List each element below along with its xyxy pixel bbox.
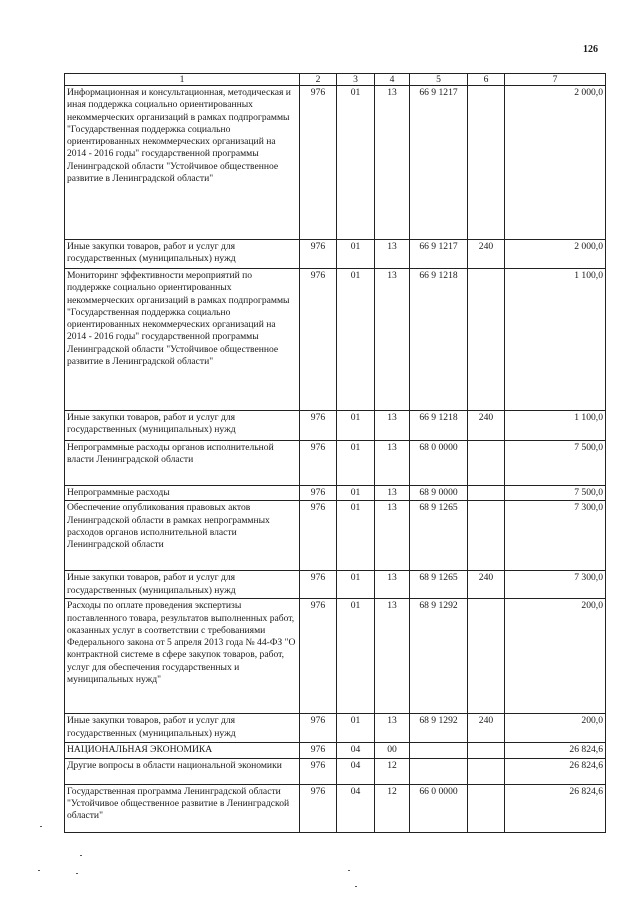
row-expense-type (468, 441, 505, 486)
table-row (65, 269, 606, 411)
row-subsection: 13 (375, 599, 410, 714)
table-row (65, 714, 606, 743)
row-section: 04 (337, 784, 375, 832)
row-name: Иные закупки товаров, работ и услуг для государственных (муниципальных) нужд (65, 714, 300, 743)
header-col-2: 2 (300, 74, 337, 86)
scan-speck (40, 826, 42, 827)
row-target-article (410, 758, 468, 784)
row-subsection: 13 (375, 501, 410, 571)
row-admin-code: 976 (300, 441, 337, 486)
table-row (65, 758, 606, 784)
scan-speck (80, 855, 82, 856)
row-admin-code: 976 (300, 501, 337, 571)
table-row (65, 240, 606, 269)
row-name: НАЦИОНАЛЬНАЯ ЭКОНОМИКА (65, 743, 300, 758)
row-expense-type (468, 486, 505, 501)
row-admin-code: 976 (300, 86, 337, 240)
header-col-7: 7 (505, 74, 606, 86)
scan-speck (348, 870, 350, 871)
row-admin-code: 976 (300, 571, 337, 599)
row-expense-type (468, 501, 505, 571)
row-target-article: 68 9 0000 (410, 486, 468, 501)
table-row (65, 86, 606, 240)
table-row (65, 411, 606, 441)
row-name: Иные закупки товаров, работ и услуг для государственных (муниципальных) нужд (65, 571, 300, 599)
row-target-article (410, 743, 468, 758)
row-target-article: 66 9 1218 (410, 269, 468, 411)
row-amount: 200,0 (505, 599, 606, 714)
table-row (65, 501, 606, 571)
row-admin-code: 976 (300, 714, 337, 743)
row-target-article: 66 9 1217 (410, 86, 468, 240)
row-name: Иные закупки товаров, работ и услуг для государственных (муниципальных) нужд (65, 240, 300, 269)
row-expense-type: 240 (468, 411, 505, 441)
table-row (65, 784, 606, 832)
header-col-6: 6 (468, 74, 505, 86)
row-name: Государственная программа Ленинградской области "Устойчивое общественное развитие в Ленинградской области" (65, 784, 300, 832)
row-amount: 2 000,0 (505, 240, 606, 269)
row-admin-code: 976 (300, 784, 337, 832)
row-name: Информационная и консультационная, методическая и иная поддержка социально ориентированных некоммерческих организаций в рамках подпрограммы "Государственная поддержка социально ориентированных некоммерческих организаций на 2014 - 2016 годы" государственной программы Ленинградской области "Устойчивое общественное развитие в Ленинградской области" (65, 86, 300, 240)
table-row (65, 743, 606, 758)
row-section: 04 (337, 743, 375, 758)
row-subsection: 13 (375, 714, 410, 743)
row-name: Непрограммные расходы органов исполнительной власти Ленинградской области (65, 441, 300, 486)
row-expense-type (468, 269, 505, 411)
header-row (65, 74, 606, 86)
row-subsection: 00 (375, 743, 410, 758)
row-name: Мониторинг эффективности мероприятий по поддержке социально ориентированных некоммерческих организаций в рамках подпрограммы "Государственная поддержка социально ориентированных некоммерческих организаций на 2014 - 2016 годы" государственной программы Ленинградской области "Устойчивое общественное развитие в Ленинградской области" (65, 269, 300, 411)
row-admin-code: 976 (300, 240, 337, 269)
row-amount: 26 824,6 (505, 784, 606, 832)
row-amount: 200,0 (505, 714, 606, 743)
row-subsection: 13 (375, 411, 410, 441)
row-amount: 26 824,6 (505, 758, 606, 784)
row-amount: 7 300,0 (505, 501, 606, 571)
row-target-article: 66 9 1218 (410, 411, 468, 441)
row-expense-type (468, 743, 505, 758)
row-section: 01 (337, 714, 375, 743)
page-number: 126 (583, 44, 598, 55)
row-section: 04 (337, 758, 375, 784)
row-expense-type (468, 599, 505, 714)
row-name: Непрограммные расходы (65, 486, 300, 501)
row-admin-code: 976 (300, 599, 337, 714)
row-subsection: 13 (375, 240, 410, 269)
row-expense-type (468, 86, 505, 240)
header-col-5: 5 (410, 74, 468, 86)
row-admin-code: 976 (300, 486, 337, 501)
header-col-4: 4 (375, 74, 410, 86)
row-subsection: 13 (375, 571, 410, 599)
row-target-article: 66 0 0000 (410, 784, 468, 832)
row-subsection: 12 (375, 758, 410, 784)
row-subsection: 13 (375, 486, 410, 501)
row-admin-code: 976 (300, 758, 337, 784)
row-section: 01 (337, 571, 375, 599)
table-row (65, 486, 606, 501)
row-name: Другие вопросы в области национальной экономики (65, 758, 300, 784)
row-target-article: 68 9 1265 (410, 571, 468, 599)
row-subsection: 13 (375, 441, 410, 486)
row-target-article: 66 9 1217 (410, 240, 468, 269)
row-expense-type (468, 784, 505, 832)
row-section: 01 (337, 86, 375, 240)
row-subsection: 13 (375, 86, 410, 240)
row-target-article: 68 9 1265 (410, 501, 468, 571)
table-row (65, 441, 606, 486)
row-amount: 7 300,0 (505, 571, 606, 599)
row-expense-type: 240 (468, 240, 505, 269)
row-section: 01 (337, 501, 375, 571)
row-amount: 7 500,0 (505, 486, 606, 501)
row-name: Иные закупки товаров, работ и услуг для государственных (муниципальных) нужд (65, 411, 300, 441)
header-col-1: 1 (65, 74, 300, 86)
row-target-article: 68 9 1292 (410, 599, 468, 714)
row-name: Обеспечение опубликования правовых актов Ленинградской области в рамках непрограммных расходов органов исполнительной власти Ленинградской области (65, 501, 300, 571)
row-expense-type: 240 (468, 714, 505, 743)
row-section: 01 (337, 599, 375, 714)
row-section: 01 (337, 269, 375, 411)
row-subsection: 13 (375, 269, 410, 411)
row-admin-code: 976 (300, 269, 337, 411)
row-section: 01 (337, 486, 375, 501)
row-admin-code: 976 (300, 743, 337, 758)
row-amount: 7 500,0 (505, 441, 606, 486)
scan-speck (38, 870, 40, 871)
row-subsection: 12 (375, 784, 410, 832)
row-expense-type (468, 758, 505, 784)
row-amount: 1 100,0 (505, 411, 606, 441)
row-amount: 1 100,0 (505, 269, 606, 411)
budget-table (64, 73, 606, 833)
table-row (65, 571, 606, 599)
row-name: Расходы по оплате проведения экспертизы поставленного товара, результатов выполненных работ, оказанных услуг в соответствии с требованиями Федерального закона от 5 апреля 2013 года № 44-ФЗ "О контрактной системе в сфере закупок товаров, работ, услуг для обеспечения государственных и муниципальных нужд" (65, 599, 300, 714)
header-col-3: 3 (337, 74, 375, 86)
row-section: 01 (337, 240, 375, 269)
row-section: 01 (337, 411, 375, 441)
row-admin-code: 976 (300, 411, 337, 441)
scan-speck (355, 886, 357, 887)
row-expense-type: 240 (468, 571, 505, 599)
row-target-article: 68 9 1292 (410, 714, 468, 743)
row-target-article: 68 0 0000 (410, 441, 468, 486)
row-section: 01 (337, 441, 375, 486)
scan-speck (76, 873, 78, 874)
row-amount: 26 824,6 (505, 743, 606, 758)
table-row (65, 599, 606, 714)
row-amount: 2 000,0 (505, 86, 606, 240)
